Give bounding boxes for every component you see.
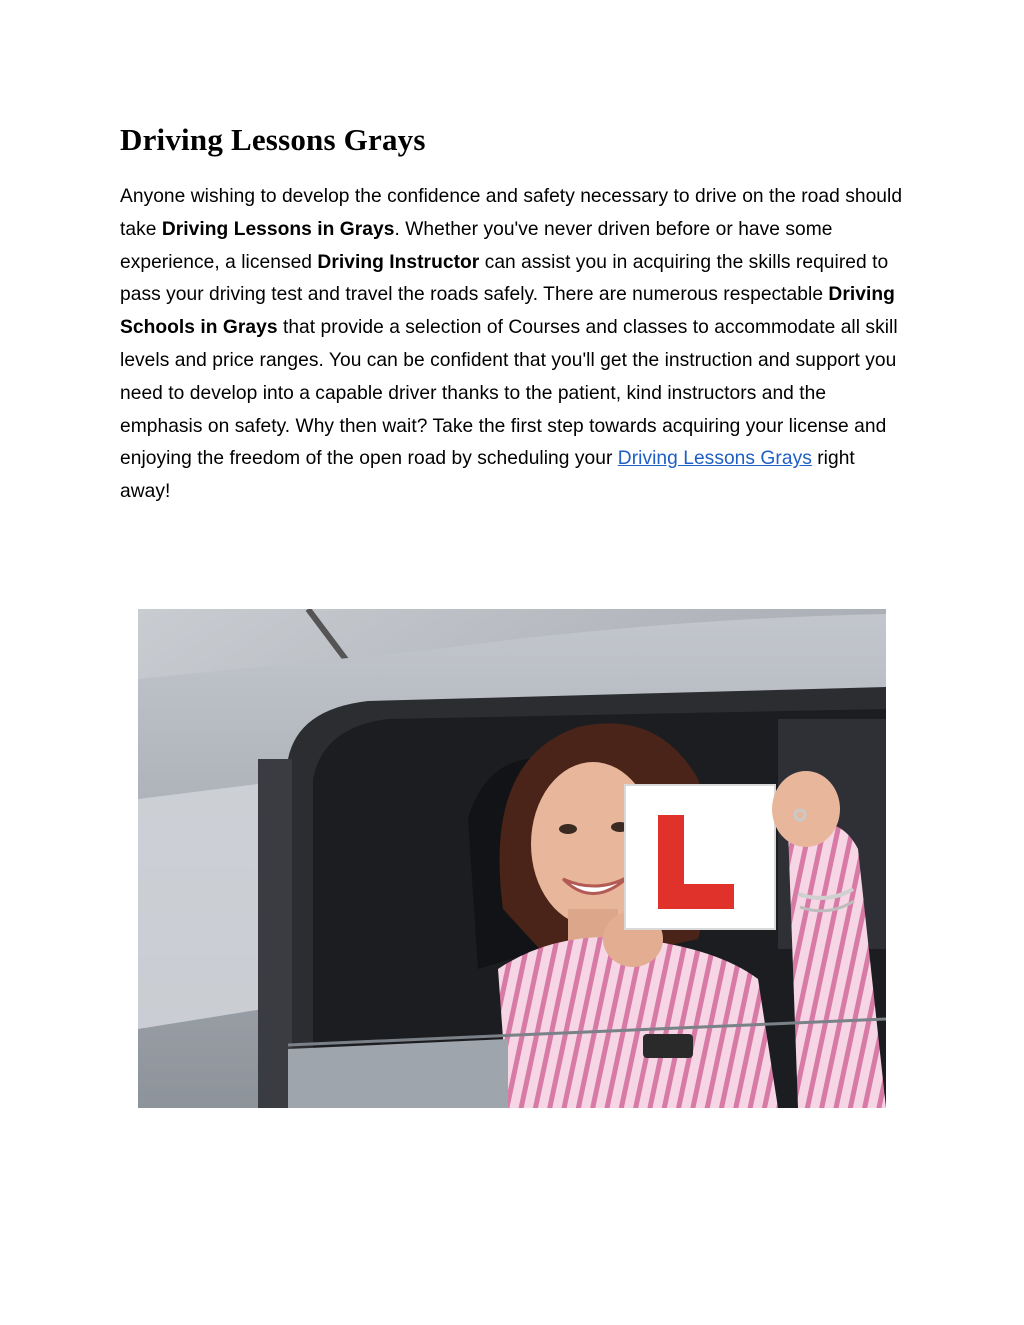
right-hand [772, 771, 840, 847]
bold-driving-instructor: Driving Instructor [317, 251, 480, 273]
learner-driver-photo [138, 609, 886, 1108]
paragraph-text: Anyone wishing to develop the confidence and safety necessary to drive on the road should take [120, 186, 903, 240]
car-door-lower [288, 1039, 508, 1108]
learner-driver-illustration [138, 609, 886, 1108]
watch [643, 1034, 693, 1058]
door-pillar [258, 759, 292, 1108]
paragraph-text: can assist you in acquiring the skills required to pass your driving test and travel the roads safely. There are numerous respectable [120, 251, 889, 306]
paragraph-text: right away! [120, 448, 855, 503]
body-paragraph [120, 181, 910, 509]
bold-driving-schools-in-grays: Driving Schools in Grays [120, 284, 895, 339]
left-eye [559, 824, 577, 834]
driving-lessons-grays-link[interactable]: Driving Lessons Grays [617, 448, 812, 470]
page-title: Driving Lessons Grays [120, 122, 426, 157]
rear-window [138, 784, 263, 1029]
paragraph-text: . Whether you've never driven before or have some experience, a licensed [120, 218, 833, 273]
paragraph-text: that provide a selection of Courses and classes to accommodate all skill levels and price ranges. You can be confident that you'll get the instruction and support you need to develop into a capable driver thanks to the patient, kind instructors and the emphasis on safety. Why then wait? Take the first step towards acquiring your license and enjoying the freedom of the open road by scheduling your [120, 317, 898, 470]
bold-driving-lessons-in-grays: Driving Lessons in Grays [161, 218, 395, 240]
